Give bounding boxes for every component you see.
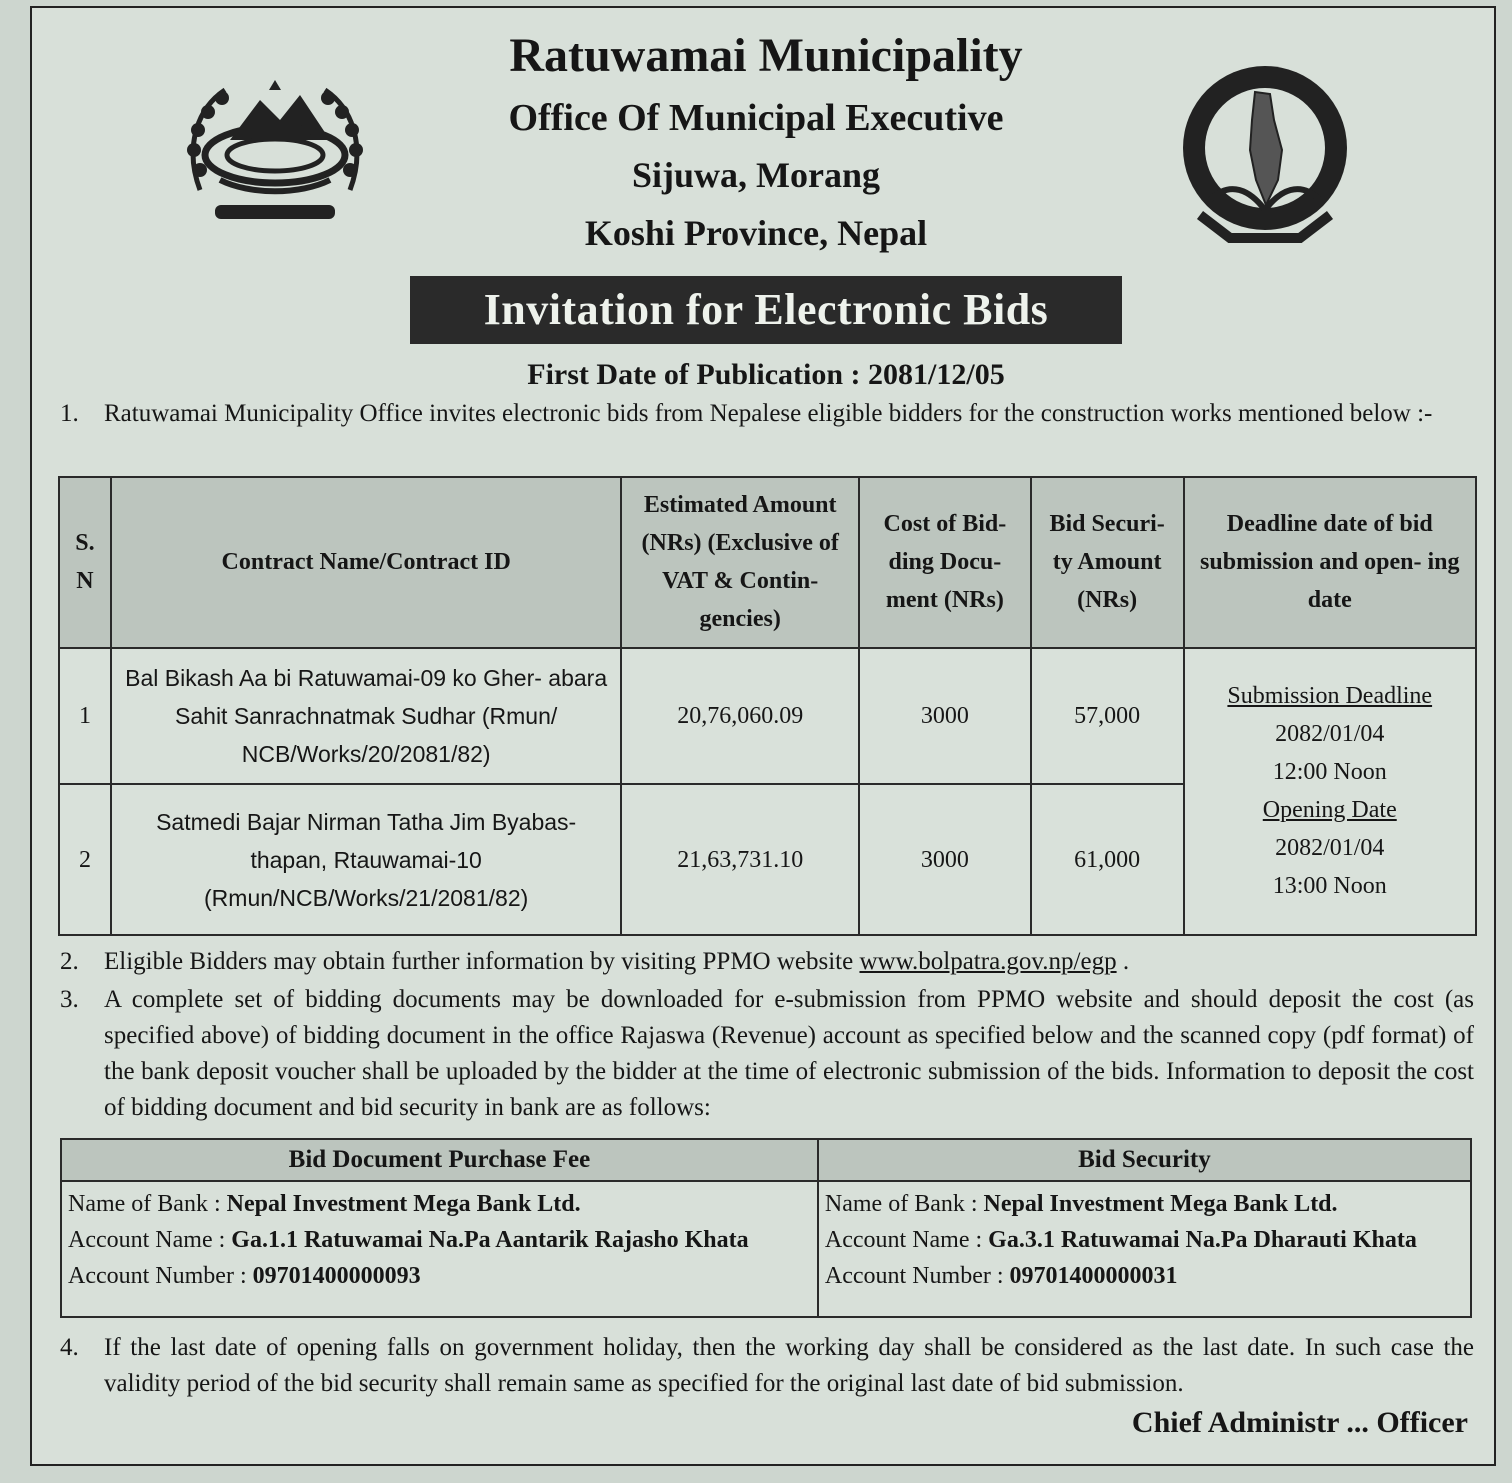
province-name: Koshi Province, Nepal <box>584 213 928 253</box>
paragraph-end: . <box>1122 948 1130 975</box>
opening-label: Opening Date <box>1262 797 1397 824</box>
bank-name: Nepal Investment Mega Bank Ltd. <box>983 1191 1338 1217</box>
col-header-security: Bid Securi- ty Amount (NRs) <box>1031 477 1184 648</box>
cell-contract: Satmedi Bajar Nirman Tatha Jim Byabas- thapan, Rtauwamai-10 (Rmun/NCB/Works/21/2081/82) <box>111 784 621 935</box>
signatory-title: Chief Administr ... Officer <box>1131 1406 1468 1439</box>
cell-estimated: 21,63,731.10 <box>621 784 859 935</box>
paragraph-3 <box>60 982 1474 1130</box>
col-header-cost: Cost of Bid- ding Docu- ment (NRs) <box>859 477 1031 648</box>
submission-label: Submission Deadline <box>1227 683 1433 710</box>
bank-details-table <box>60 1138 1472 1318</box>
paragraph-number: 3. <box>60 986 79 1013</box>
contracts-table <box>58 476 1477 936</box>
security-column-header: Bid Security <box>818 1139 1471 1181</box>
fee-column-header: Bid Document Purchase Fee <box>61 1139 818 1181</box>
paragraph-text: A complete set of bidding documents may be downloaded for e-submission from PPMO website and should deposit the cost (as specified above) of bidding document in the office Rajaswa (Revenue) account as specified below and the scanned copy (pdf format) of the bank deposit voucher shall be uploaded by the bidder at the time of electronic submission of the bids. Information to deposit the cost of bidding document and bid security in bank are as follows: <box>104 986 1474 1121</box>
nepal-emblem-icon <box>180 70 370 230</box>
cell-cost: 3000 <box>859 784 1031 935</box>
opening-date: 2082/01/04 <box>1275 835 1385 862</box>
publication-date: First Date of Publication : 2081/12/05 <box>527 358 1005 391</box>
security-bank-details <box>818 1181 1471 1317</box>
table-row <box>59 648 1476 785</box>
paragraph-number: 1. <box>60 400 79 427</box>
paragraph-number: 2. <box>60 948 79 975</box>
bank-label: Name of Bank : <box>824 1191 984 1217</box>
fee-bank-details <box>61 1181 818 1317</box>
account-name: Ga.1.1 Ratuwamai Na.Pa Aantarik Rajasho Khata <box>231 1227 749 1253</box>
col-header-sn: S. N <box>59 477 111 648</box>
cell-contract: Bal Bikash Aa bi Ratuwamai-09 ko Gher- abara Sahit Sanrachnatmak Sudhar (Rmun/ NCB/Works/20/2081/82) <box>111 648 621 785</box>
ppmo-website-link[interactable]: www.bolpatra.gov.np/egp <box>859 948 1117 975</box>
municipality-name: Ratuwamai Municipality <box>509 29 1023 82</box>
account-name: Ga.3.1 Ratuwamai Na.Pa Dharauti Khata <box>988 1227 1417 1253</box>
notice-title-banner: Invitation for Electronic Bids <box>410 276 1122 344</box>
bank-label: Name of Bank : <box>68 1191 227 1217</box>
paragraph-1 <box>60 396 1474 470</box>
cell-security: 57,000 <box>1031 648 1184 785</box>
number-label: Account Number : <box>68 1263 253 1289</box>
account-label: Account Name : <box>824 1227 989 1253</box>
paragraph-text: Eligible Bidders may obtain further information by visiting PPMO website <box>104 948 854 975</box>
bank-name: Nepal Investment Mega Bank Ltd. <box>226 1191 581 1217</box>
paragraph-number: 4. <box>60 1334 79 1361</box>
col-header-deadline: Deadline date of bid submission and open- ing date <box>1184 477 1476 648</box>
number-label: Account Number : <box>824 1263 1010 1289</box>
account-number: 09701400000093 <box>252 1263 421 1289</box>
cell-estimated: 20,76,060.09 <box>621 648 859 785</box>
paragraph-text: If the last date of opening falls on government holiday, then the working day shall be considered as the last date. In such case the validity period of the bid security shall remain same as specified for the original last date of bid submission. <box>104 1334 1474 1397</box>
submission-date: 2082/01/04 <box>1275 721 1385 748</box>
cell-cost: 3000 <box>859 648 1031 785</box>
cell-security: 61,000 <box>1031 784 1184 935</box>
account-label: Account Name : <box>68 1227 232 1253</box>
cell-sn: 2 <box>59 784 111 935</box>
paragraph-2 <box>60 944 1474 982</box>
cell-deadline <box>1184 648 1476 935</box>
opening-time: 13:00 Noon <box>1272 873 1387 900</box>
office-name: Office Of Municipal Executive <box>508 97 1004 139</box>
paragraph-4 <box>60 1330 1474 1404</box>
col-header-estimated: Estimated Amount (NRs) (Exclusive of VAT & Contin- gencies) <box>621 477 859 648</box>
col-header-contract: Contract Name/Contract ID <box>111 477 621 648</box>
paragraph-text: Ratuwamai Municipality Office invites electronic bids from Nepalese eligible bidders for the construction works mentioned below :- <box>104 400 1433 427</box>
table-header-row <box>59 477 1476 648</box>
office-location: Sijuwa, Morang <box>631 155 880 195</box>
account-number: 09701400000031 <box>1009 1263 1178 1289</box>
submission-time: 12:00 Noon <box>1272 759 1387 786</box>
cell-sn: 1 <box>59 648 111 785</box>
